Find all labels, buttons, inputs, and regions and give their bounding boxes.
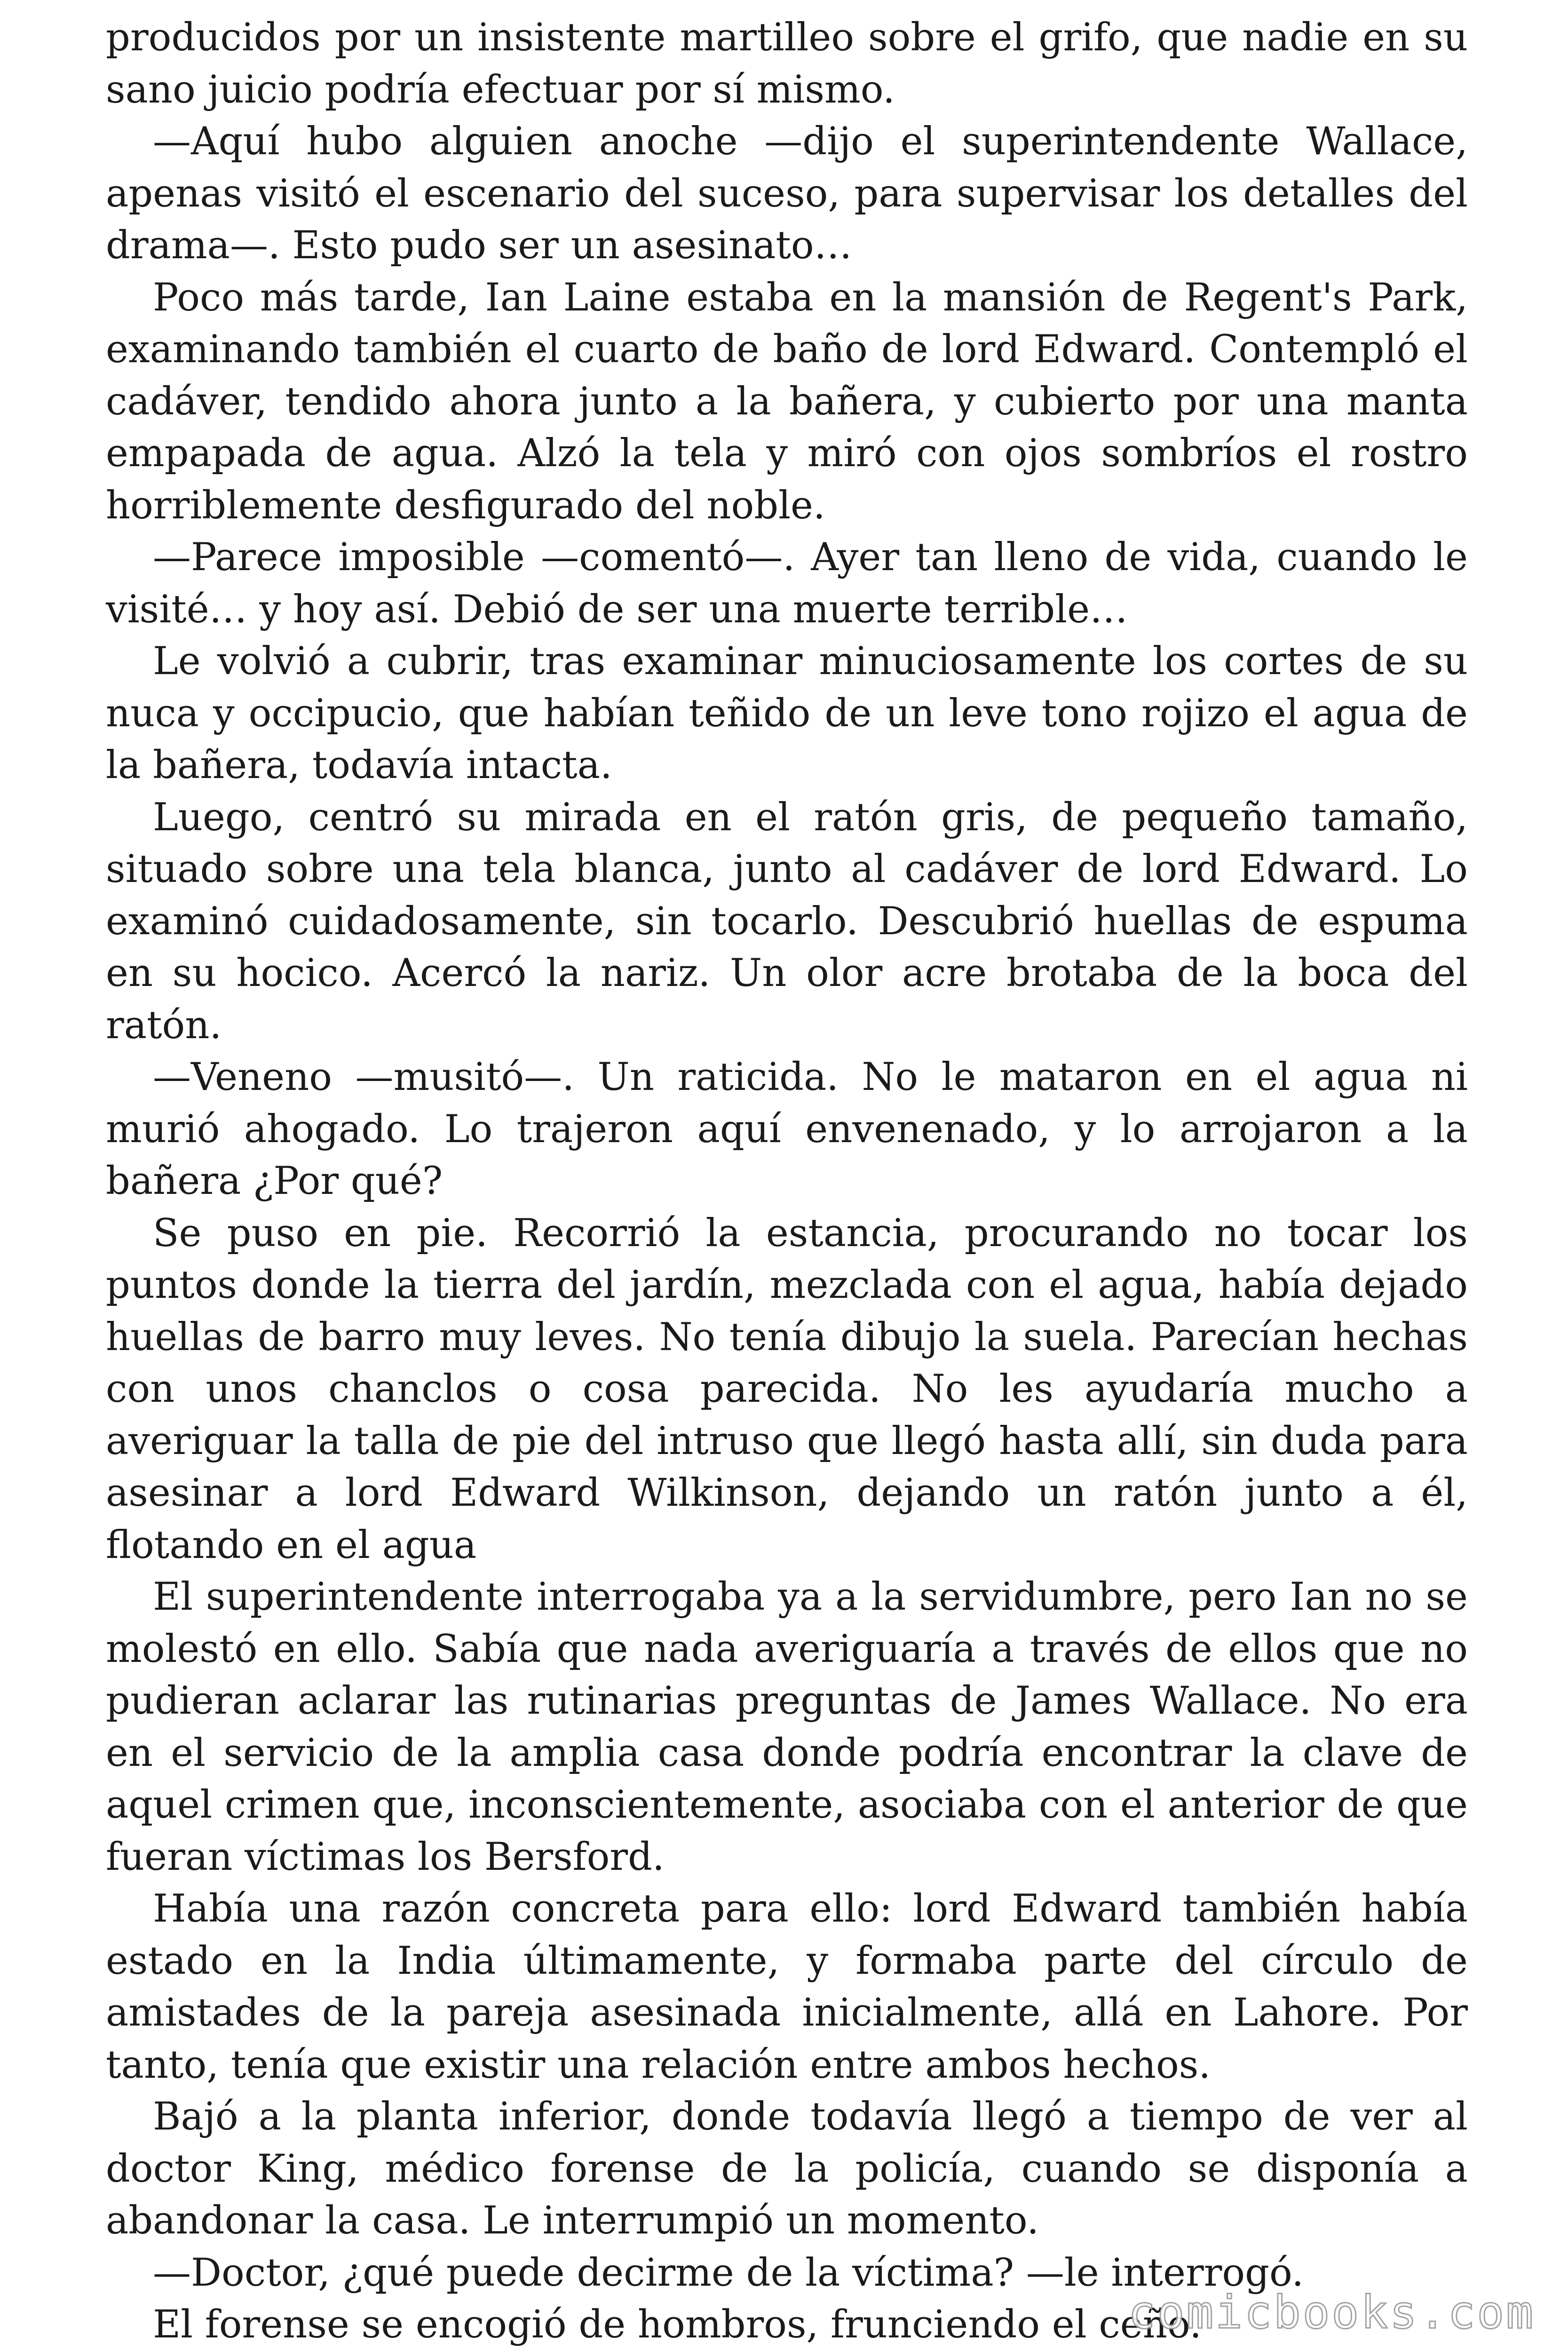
paragraph: producidos por un insistente martilleo sobre el grifo, que nadie en su sano juicio podría efectuar por sí mismo. (106, 16, 1468, 112)
paragraph: —Parece imposible —comentó—. Ayer tan lleno de vida, cuando le visité… y hoy así. Debió de ser una muerte terrible… (106, 535, 1468, 632)
paragraph: Había una razón concreta para ello: lord Edward también había estado en la India últimamente, y formaba parte del círculo de amistades de la pareja asesinada inicialmente, allá en Lahore. Por tanto, tenía que existir una relación entre ambos hechos. (106, 1887, 1468, 2087)
paragraph: —Veneno —musitó—. Un raticida. No le mataron en el agua ni murió ahogado. Lo trajeron aquí envenenado, y lo arrojaron a la bañera ¿Por qué? (106, 1055, 1468, 1203)
page-body (106, 12, 1468, 2351)
paragraph: Bajó a la planta inferior, donde todavía llegó a tiempo de ver al doctor King, médico forense de la policía, cuando se disponía a abandonar la casa. Le interrumpió un momento. (106, 2095, 1468, 2243)
paragraph: Poco más tarde, Ian Laine estaba en la mansión de Regent's Park, examinando también el cuarto de baño de lord Edward. Contempló el cadáver, tendido ahora junto a la bañera, y cubierto por una manta empapada de agua. Alzó la tela y miró con ojos sombríos el rostro horriblemente desfigurado del noble. (106, 275, 1468, 528)
paragraph: Luego, centró su mirada en el ratón gris, de pequeño tamaño, situado sobre una tela blanca, junto al cadáver de lord Edward. Lo examinó cuidadosamente, sin tocarlo. Descubrió huellas de espuma en su hocico. Acercó la nariz. Un olor acre brotaba de la boca del ratón. (106, 795, 1468, 1048)
paragraph: Le volvió a cubrir, tras examinar minuciosamente los cortes de su nuca y occipucio, que habían teñido de un leve tono rojizo el agua de la bañera, todavía intacta. (106, 639, 1468, 787)
paragraph: El superintendente interrogaba ya a la servidumbre, pero Ian no se molestó en ello. Sabía que nada averiguaría a través de ellos que no pudieran aclarar las rutinarias preguntas de James Wallace. No era en el servicio de la amplia casa donde podría encontrar la clave de aquel crimen que, inconscientemente, asociaba con el anterior de que fueran víctimas los Bersford. (106, 1575, 1468, 1879)
watermark: comicbooks.com (1128, 2286, 1535, 2339)
paragraph: Se puso en pie. Recorrió la estancia, procurando no tocar los puntos donde la tierra del jardín, mezclada con el agua, había dejado huellas de barro muy leves. No tenía dibujo la suela. Parecían hechas con unos chanclos o cosa parecida. No les ayudaría mucho a averiguar la talla de pie del intruso que llegó hasta allí, sin duda para asesinar a lord Edward Wilkinson, dejando un ratón junto a él, flotando en el agua (106, 1211, 1468, 1567)
paragraph: —Aquí hubo alguien anoche —dijo el superintendente Wallace, apenas visitó el escenario del suceso, para supervisar los detalles del drama—. Esto pudo ser un asesinato… (106, 119, 1468, 268)
paragraph: —Doctor, ¿qué puede decirme de la víctima? —le interrogó. (153, 2250, 1304, 2295)
paragraph: El forense se encogió de hombros, frunciendo el ceño. (153, 2303, 1202, 2347)
